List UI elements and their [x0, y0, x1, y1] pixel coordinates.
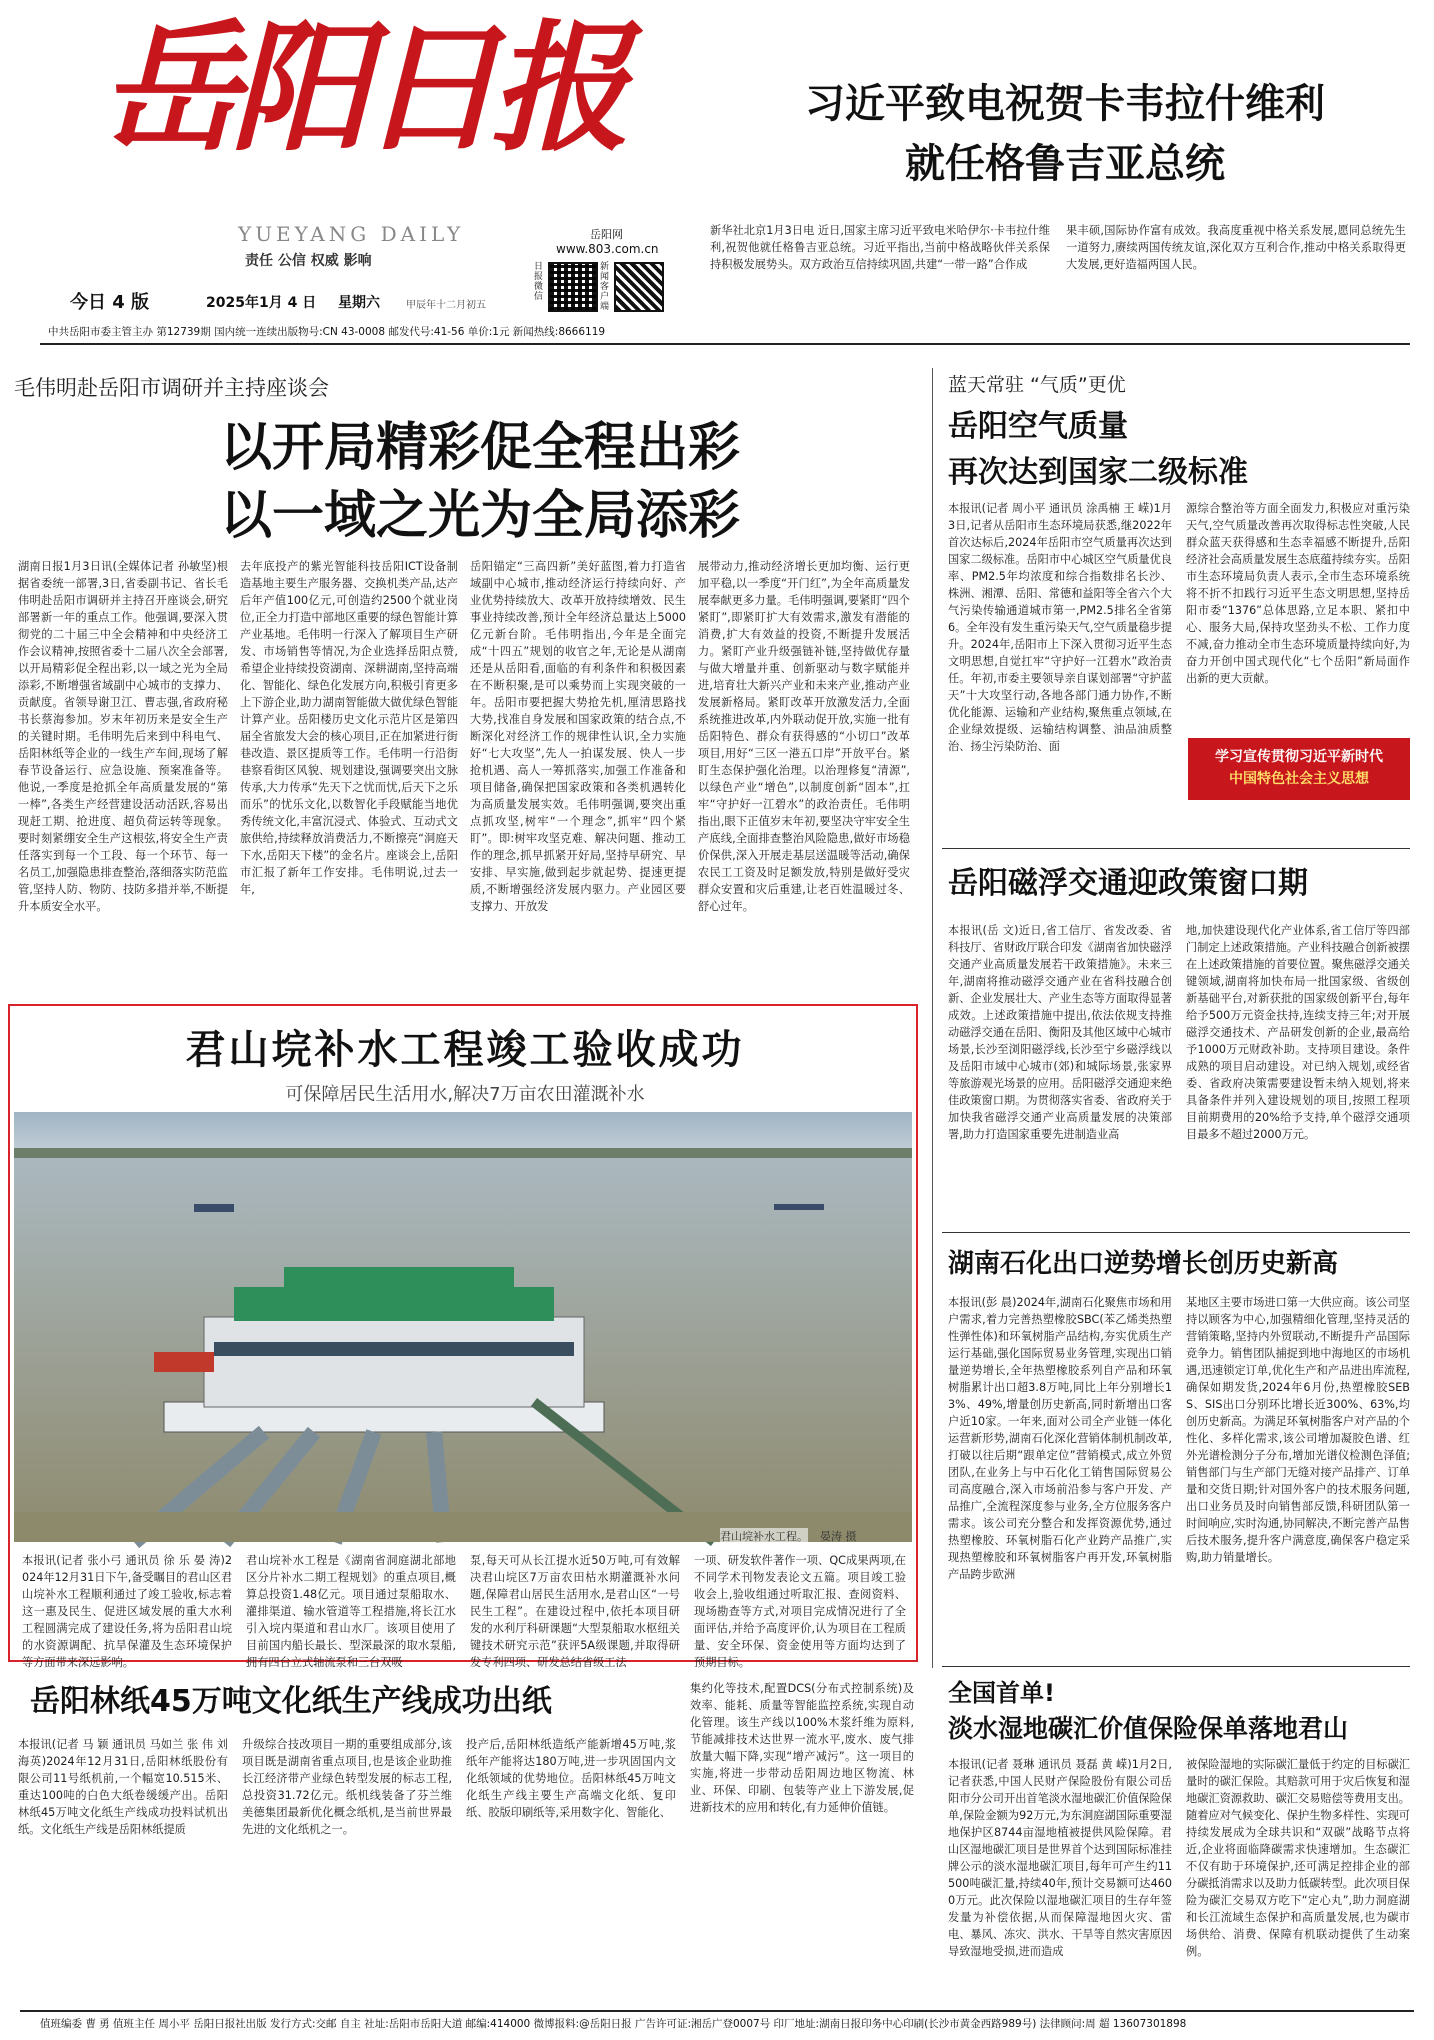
photo-pump-ship-deck — [204, 1317, 584, 1407]
photo-credit: 晏涛 摄 — [820, 1530, 857, 1543]
issue-pages: 今日 4 版 — [70, 292, 150, 313]
main-body-col3: 岳阳锚定“三高四新”美好蓝图,着力打造省域副中心城市,推动经济运行持续向好、产业优势持续放大、改革开放持续增效、民生事业持续改善,预计全年经济总量达上5000亿元新台阶。毛伟明指出,今年是全面完成“十四五”规划的收官之年,无论是从湖南还是从岳阳看,面临的有利条件和积极因素在不断积聚,是可以乘势而上实现突破的一年。岳阳市要把握大势抢先机,厘清思路找大势,找准自身发展和国家政策的结合点,不断深化对经济工作的规律性认识,全力实施好“七大攻坚”,先人一拍谋发展、快人一步抢机遇、高人一筹抓落实,加强工作准备和项目储备,确保把国家政策和各类机遇转化为高质量发展实效。毛伟明强调,要突出重点抓攻坚,树牢“一个理念”,抓牢“四个紧盯”。即:树牢攻坚克难、解决问题、推动工作的理念,抓早抓紧开好局,坚持早研究、早安排、早实施,做到起步就起势、提速更提质,不断增强经济发展内驱力。产业园区要支撑力、开放发 — [470, 560, 686, 913]
feature-photo — [14, 1112, 912, 1542]
feature-body-col2: 君山垸补水工程是《湖南省洞庭湖北部地区分片补水二期工程规划》的重点项目,概算总投资1.48亿元。项目通过泵船取水、灌排渠道、输水管道等工程措施,将长江水引入垸内渠道和君山水厂。该项目使用了目前国内船长最长、型深最深的取水泵船,拥有四台立式轴流泵和三台双吸 — [246, 1554, 456, 1669]
issue-info: 中共岳阳市委主管主办 第12739期 国内统一连续出版物号:CN 43-0008 邮发代号:41-56 单价:1元 新闻热线:8666119 — [48, 326, 606, 338]
lead-title-line1: 习近平致电祝贺卡韦拉什维利 — [805, 81, 1325, 127]
air-body-col2: 源综合整治等方面全面发力,积极应对重污染天气,空气质量改善再次取得标志性突破,人民群众蓝天获得感和生态幸福感不断提升,岳阳经济社会高质量发展生态底蕴持续夯实。岳阳市生态环境局负责人表示,全市生态环境系统将不折不扣践行习近平生态文明思想,坚持岳阳市委“1376”总体思路,立足本职、紧扣中心、服务大局,保持攻坚劲头不松、工作力度不减,奋力推动全市生态环境质量持续向好,为奋力开创中国式现代化“七个岳阳”新局面作出新的更大贡献。 — [1186, 502, 1410, 685]
photo-pump-ship-roof-2 — [284, 1267, 514, 1289]
lead-title-line2: 就任格鲁吉亚总统 — [905, 141, 1225, 187]
paper-body-col4: 集约化等技术,配置DCS(分布式控制系统)及效率、能耗、质量等智能监控系统,实现自动化管理。该生产线以100%木浆纤维为原料,节能减排技术达世界一流水平,废水、废气排放量大幅下降,实现“增产减污”。这一项目的实施,将进一步带动岳阳周边地区物流、林业、环保、印刷、包装等产业上下游发展,促进新技术的应用和转化,有力延伸价值链。 — [690, 1682, 914, 1814]
air-kicker: 蓝天常驻 “气质”更优 — [948, 374, 1126, 396]
photo-sky — [14, 1112, 912, 1152]
qr-label-wechat: 日报微信 — [534, 262, 544, 302]
main-kicker: 毛伟明赴岳阳市调研并主持座谈会 — [14, 376, 329, 400]
air-title — [948, 404, 1248, 496]
feature-body-col4: 一项、研发软件著作一项、QC成果两项,在不同学术刊物发表论文五篇。项目竣工验收会上,验收组通过听取汇报、查阅资料、现场勘查等方式,对项目完成情况进行了全面评估,并给予高度评价,认为项目在工程质量、安全环保、资金使用等方面均达到了预期目标。 — [694, 1554, 906, 1669]
air-title-line1: 岳阳空气质量 — [948, 409, 1128, 444]
feature-title: 君山垸补水工程竣工验收成功 — [185, 1027, 745, 1073]
masthead-title: 岳阳日报 — [100, 7, 621, 171]
photo-barge-distant — [194, 1204, 234, 1212]
main-title-line2: 以一域之光为全局添彩 — [219, 486, 740, 546]
qr-code-icon-2[interactable] — [614, 262, 664, 312]
feature-body-col3: 泵,每天可从长江提水近50万吨,可有效解决君山垸区7万亩农田枯水期灌溉补水问题,保障君山居民生活用水,是君山区“一号民生工程”。在建设过程中,依托本项目研发的水利厅科研课题“大型泵船取水枢纽关键技术研究示范”获评5A级课题,并取得研发专利四项、研发总结省级工法 — [470, 1554, 680, 1669]
maglev-body-col1: 本报讯(岳 文)近日,省工信厅、省发改委、省科技厅、省财政厅联合印发《湖南省加快磁浮交通产业高质量发展若干政策措施》。未来三年,湖南将推动磁浮交通产业在省科技融合创新、企业发展壮大、产业生态等方面取得显著成效。上述政策措施中提出,依法依规支持推动磁浮交通在岳阳、衡阳及其他区域中心城市场景,长沙至浏阳磁浮线,长沙至宁乡磁浮线以及岳阳市域中心城市(郊)和城际场景,张家界等旅游观光场景的应用。岳阳磁浮交通迎来绝佳政策窗口期。为贯彻落实省委、省政府关于加快我省磁浮交通产业高质量发展的决策部署,助力打造国家重要先进制造业高 — [948, 924, 1172, 1141]
lead-body-col1: 新华社北京1月3日电 近日,国家主席习近平致电米哈伊尔·卡韦拉什维利,祝贺他就任格鲁吉亚总统。习近平指出,当前中格战略伙伴关系保持积极发展势头。双方政治互信持续巩固,共建“一带一路”合作成 — [710, 224, 1050, 271]
carbon-title: 淡水湿地碳汇价值保险保单落地君山 — [948, 1714, 1349, 1743]
masthead-motto: 责任 公信 权威 影响 — [245, 253, 372, 269]
photo-pump-ship-roof — [234, 1287, 554, 1321]
main-title-line1: 以开局精彩促全程出彩 — [219, 418, 740, 478]
petro-title: 湖南石化出口逆势增长创历史新高 — [948, 1249, 1339, 1279]
qr-label-app: 新闻客户端 — [600, 262, 610, 312]
air-body-col1: 本报讯(记者 周小平 通讯员 涂禹楠 王 嵘)1月3日,记者从岳阳市生态环境局获悉,继2022年首次达标后,2024年岳阳市空气质量再次达到国家二级标准。岳阳市中心城区空气质量优良率、PM2.5年均浓度和综合指数排名长沙、株洲、湘潭、岳阳、常德和益阳等全省六个大气污染传输通道城市第一,PM2.5排名全省第6。全年没有发生重污染天气,空气质量稳步提升。2024年,岳阳市上下深入贯彻习近平生态文明思想,自觉扛牢“守护好一江碧水”政治责任。年初,市委主要领导亲自谋划部署“守护蓝天”十大攻坚行动,各地各部门通力协作,不断优化能源、运输和产业结构,聚焦重点领域,在企业绿效提级、运输结构调整、油品油质整治、扬尘污染防治、面 — [948, 502, 1172, 753]
paper-body-col2: 升级综合技改项目一期的重要组成部分,该项目既是湖南省重点项目,也是该企业助推长江经济带产业绿色转型发展的标志工程,总投资31.72亿元。纸机线装备了芬兰维美德集团最新优化概念纸机,是当前世界最先进的文化纸机之一。 — [242, 1738, 452, 1836]
carbon-kicker: 全国首单! — [948, 1679, 1055, 1707]
issue-date: 2025年1月 4 日 — [206, 295, 317, 311]
petro-body-col2: 某地区主要市场进口第一大供应商。该公司坚持以顾客为中心,加强精细化管理,坚持灵活的营销策略,坚持内外贸联动,不断提升产品国际竞争力。销售团队捕捉到地中海地区的市场机遇,迅速锁定订单,优化生产和产品进出库流程,确保如期发货,2024年6月份,热塑橡胶SEBS、SIS出口分别环比增长近300%、63%,均创历史新高。为满足环氧树脂客户对产品的个性化、多样化需求,该公司增加凝胶色谱、红外光谱检测分子分布,增加光谱仪检测色泽值;销售部门与生产部门无缝对接产品排产、订单量和交货日期;针对国外客户的技术服务问题,出口业务员及时向销售部反馈,科研团队第一时间响应,实时沟通,协同解决,不断完善产品售后技术服务,提升客户满意度,确保客户稳定采购,助力销量增长。 — [1186, 1296, 1410, 1564]
main-body-col2: 去年底投产的紫光智能科技岳阳ICT设备制造基地主要生产服务器、交换机类产品,达产后年产值100亿元,可创造约2500个就业岗位,正全力打造中部地区重要的绿色智能计算产业基地。毛伟明一行深入了解项目生产研发、市场销售等情况,为企业选择岳阳点赞,希望企业持续投资湖南、深耕湖南,坚持高端化、智能化、绿色化发展方向,积极引育更多上下游企业,助力湖南智能做大做优绿色智能计算产业。岳阳楼历史文化示范片区是第四届全省旅发大会的核心项目,正在加紧进行街巷改造、景区提质等工作。毛伟明一行沿街巷察看街区风貌、规划建设,强调要突出文脉传承,大力传承“先天下之忧而忧,后天下之乐而乐”的忧乐文化,以数智化手段赋能当地优秀传统文化,丰富沉浸式、体验式、互动式文旅供给,持续释放消费活力,不断擦亮“洞庭天下水,岳阳天下楼”的金名片。座谈会上,岳阳市汇报了新年工作安排。毛伟明说,过去一年, — [240, 560, 458, 896]
main-title — [40, 414, 920, 550]
issue-weekday: 星期六 — [338, 295, 380, 311]
maglev-body-col2: 地,加快建设现代化产业体系,省工信厅等四部门制定上述政策措施。产业科技融合创新被摆在上述政策措施的首要位置。聚焦磁浮交通关键领域,湖南将加快布局一批国家级、省级创新基础平台,对新获批的国家级创新平台,每年给予500万元资金扶持,连续支持三年;对开展磁浮交通技术、产品研发创新的企业,最高给予1000万元财政补助。支持项目建设。条件成熟的项目启动建设。对已纳入规划,或经省委、省政府决策需要建设暂未纳入规划,将来具备条件并列入建设规划的项目,按照工程项目前期费用的20%给予支持,单个磁浮交通项目最多不超过2000万元。 — [1186, 924, 1410, 1141]
feature-subtitle: 可保障居民生活用水,解决7万亩农田灌溉补水 — [285, 1084, 645, 1105]
feature-body-col1: 本报讯(记者 张小弓 通讯员 徐 乐 晏 涛)2024年12月31日下午,备受瞩目的君山区君山垸补水工程顺利通过了竣工验收,标志着这一惠及民生、促进区域发展的重大水利工程圆满完成了建设任务,将为岳阳君山垸的水资源调配、抗旱保灌及生态环境保护等方面带来深远影响。 — [22, 1554, 233, 1669]
photo-far-shore — [14, 1148, 912, 1158]
paper-title: 岳阳林纸45万吨文化纸生产线成功出纸 — [30, 1684, 552, 1719]
lead-title — [720, 74, 1410, 194]
carbon-body-col1: 本报讯(记者 聂琳 通讯员 聂磊 黄 嵘)1月2日,记者获悉,中国人民财产保险股份有限公司岳阳市分公司开出首笔淡水湿地碳汇价值保险保单,保险金额为92万元,为东洞庭湖国际重要湿地保护区8744亩湿地植被提供风险保障。君山区湿地碳汇项目是世界首个达到国际标准挂牌公示的淡水湿地碳汇项目,每年可产生约11500吨碳汇量,持续40年,预计交易额可达4600万元。此次保险以湿地碳汇项目的生存年签发量为补偿依据,从而保障湿地因火灾、雷电、暴风、冻灾、洪水、干旱等自然灾害原因导致湿地受损,进而造成 — [948, 1758, 1172, 1958]
theory-banner[interactable] — [1188, 738, 1410, 800]
qr-code-icon[interactable] — [548, 262, 598, 312]
paper-body-col3: 投产后,岳阳林纸造纸产能新增45万吨,浆纸年产能将达180万吨,进一步巩固国内文化纸领域的优势地位。岳阳林纸45万吨文化纸生产线主要生产高端文化纸、复印纸、胶版印刷纸等,采用数字化、智能化、 — [466, 1738, 676, 1819]
photo-barge-distant-2 — [774, 1204, 824, 1210]
photo-pump-ship-windows — [214, 1342, 574, 1356]
site-url[interactable]: www.803.com.cn — [556, 242, 659, 256]
main-body-col1: 湖南日报1月3日讯(全媒体记者 孙敏坚)根据省委统一部署,3日,省委副书记、省长毛伟明赴岳阳市调研并主持召开座谈会,研究部署新一年的重点工作。他强调,要深入贯彻党的二十届三中全会精神和中央经济工作会议精神,按照省委十二届八次全会部署,以开局精彩促全程出彩,以一域之光为全局添彩,不断增强省域副中心城市的支撑力、贡献度。省领导谢卫江、曹志强,省政府秘书长蔡海参加。岁末年初历来是安全生产的关键时期。毛伟明先后来到中科电气、岳阳林纸等企业的一线生产车间,现场了解春节设备运行、应急设施、预案准备等。他说,一季度是抢抓全年高质量发展的“第一棒”,各类生产经营建设活动活跃,容易出现赶工期、抢进度、超负荷运转等现象。要时刻紧绷安全生产这根弦,将安全生产责任落实到每一个工段、每一个环节、每一名员工,加强隐患排查整治,落细落实防范监管,坚持人防、物防、技防多措并举,不断提升本质安全水平。 — [18, 560, 228, 913]
footer-info: 值班编委 曹 勇 值班主任 周小平 岳阳日报社出版 发行方式:交邮 自主 社址:岳阳市岳阳大道 邮编:414000 微博报料:@岳阳日报 广告许可证:湘岳广登0007号 印厂地址:湖南日报印务中心印刷(长沙市黄金西路989号) 法律顾问:周 超 13607301898 — [40, 2018, 1187, 2030]
air-title-line2: 再次达到国家二级标准 — [948, 455, 1248, 490]
issue-lunar: 甲辰年十二月初五 — [406, 300, 486, 311]
photo-crane — [154, 1352, 214, 1372]
masthead-pinyin: YUEYANG DAILY — [238, 222, 465, 246]
site-label: 岳阳网 — [590, 228, 623, 241]
carbon-body-col2: 被保险湿地的实际碳汇量低于约定的目标碳汇量时的碳汇保险。其赔款可用于灾后恢复和湿地碳汇资源救助、碳汇交易赔偿等费用支出。随着应对气候变化、保护生物多样性、实现可持续发展成为全球共识和“双碳”战略节点将近,企业将面临降碳需求快速增加。生态碳汇不仅有助于环境保护,还可满足控排企业的部分碳抵消需求以及助力低碳转型。此次项目保险为碳汇交易双方吃下“定心丸”,助力洞庭湖和长江流域生态保护和高质量发展,也为碳市场供给、消费、保障有机联动提供了生动案例。 — [1186, 1758, 1410, 1958]
lead-body-col2: 果丰硕,国际协作富有成效。我高度重视中格关系发展,愿同总统先生一道努力,赓续两国传统友谊,深化双方互利合作,推动中格关系取得更大发展,更好造福两国人民。 — [1066, 224, 1406, 271]
petro-body-col1: 本报讯(彭 晨)2024年,湖南石化聚焦市场和用户需求,着力完善热塑橡胶SBC(苯乙烯类热塑性弹性体)和环氧树脂产品结构,夯实优质生产运行基础,强化国际贸易业务管理,实现出口销量逆势增长,全年热塑橡胶系列自产品和环氧树脂累计出口超3.8万吨,同比上年分别增长13%、49%,增量创历史新高,同时新增出口客户近10家。一年来,面对公司全产业链一体化运营新形势,湖南石化深化营销体制机制改革,打破以往后期“跟单定位”营销模式,成立外贸团队,在业务上与中石化化工销售国际贸易公司高度融合,深入市场前沿参与客户开发、产品推广,全流程深度参与业务,全方位服务客户需求。该公司充分整合和发挥资源优势,通过热塑橡胶、环氧树脂石化产业跨产品推广,实现热塑橡胶和环氧树脂客户再开发,环氧树脂产品跨步欧洲 — [948, 1296, 1172, 1581]
paper-body-col1: 本报讯(记者 马 颖 通讯员 马如兰 张 伟 刘海英)2024年12月31日,岳阳林纸股份有限公司11号纸机前,一个幅宽10.515米、重达100吨的白色大纸卷缓缓产出。岳阳林纸45万吨文化纸生产线成功投料试机出纸。文化纸生产线是岳阳林纸提质 — [18, 1738, 228, 1836]
photo-caption: 君山垸补水工程。 — [720, 1530, 808, 1543]
main-body-col4: 展带动力,推动经济增长更加均衡、运行更加平稳,以一季度“开门红”,为全年高质量发展奉献更多力量。毛伟明强调,要紧盯“四个紧盯”,即紧盯扩大有效需求,激发有潜能的消费,扩大有效益的投资,不断提升发展活力。紧盯产业升级强链补链,坚持做优存量与做大增量并重、创新驱动与数字赋能并进,培育壮大新兴产业和未来产业,推动产业发展新格局。紧盯改革开放激发活力,全面系统推进改革,内外联动促开放,实施一批有岳阳特色、群众有获得感的“小切口”改革项目,用好“三区一港五口岸”开放平台。紧盯生态保护强化治理。以治理修复“清源”,以绿色产业“增色”,以制度创新“固本”,扛牢“守护好一江碧水”的政治责任。毛伟明指出,眼下正值岁末年初,要坚决守牢安全生产底线,全面排查整治风险隐患,做好市场稳价保供,深入开展走基层送温暖等活动,确保农民工工资及时足额发放,特别是做好受灾群众安置和灾后重建,让老百姓温暖过冬、舒心过年。 — [698, 560, 910, 913]
theory-banner-line1: 学习宣传贯彻习近平新时代 — [1215, 749, 1383, 765]
maglev-title: 岳阳磁浮交通迎政策窗口期 — [948, 866, 1308, 901]
theory-banner-line2: 中国特色社会主义思想 — [1229, 771, 1369, 787]
